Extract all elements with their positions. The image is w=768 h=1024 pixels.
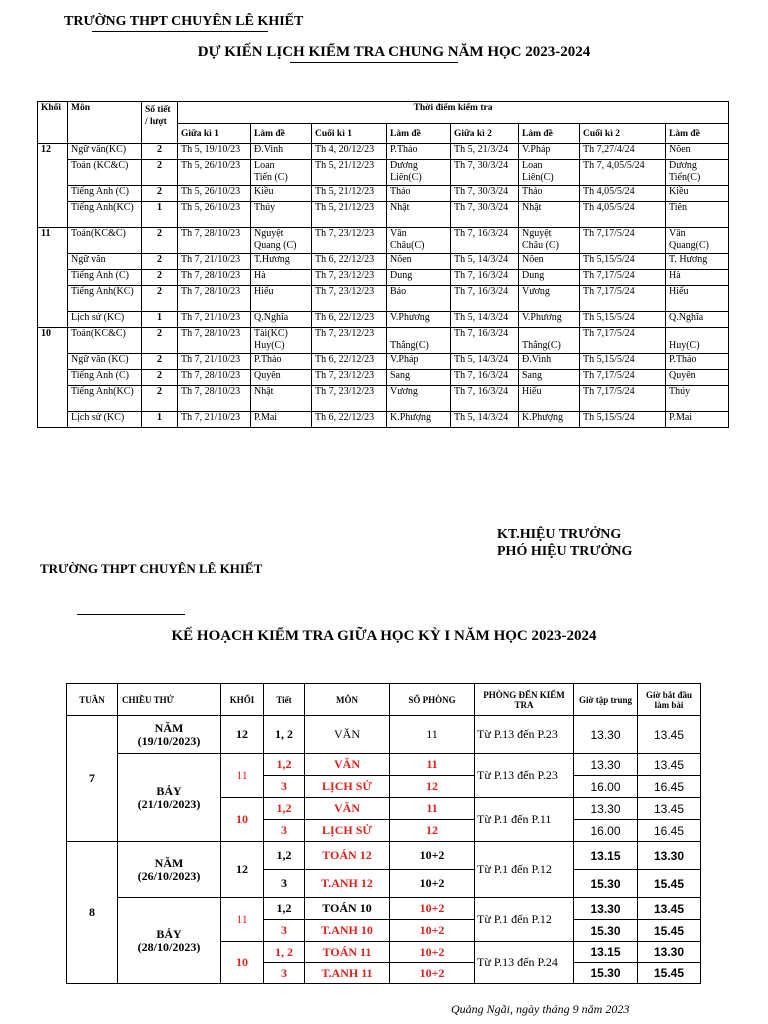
mid1-maker-cell: Nguyệt Quang (C) <box>251 228 312 254</box>
period-cell: 1,2 <box>264 842 305 870</box>
rooms-cell: 11 <box>390 798 475 820</box>
subject-cell: Toán(KC&C) <box>68 328 142 354</box>
schedule-body <box>38 144 729 428</box>
subject-cell: Ngữ văn (KC) <box>68 354 142 370</box>
subject-cell: LỊCH SỬ <box>305 776 390 798</box>
header-rooms: SỐ PHÒNG <box>390 684 475 716</box>
mid2-date-cell: Th 5, 14/3/24 <box>451 412 519 428</box>
periods-cell: 2 <box>142 228 178 254</box>
mid2-maker-cell: Vương <box>519 286 580 312</box>
start-cell: 16.45 <box>638 776 701 798</box>
end2-maker-cell: P.Mai <box>666 412 729 428</box>
subject-cell: Tiếng Anh (C) <box>68 186 142 202</box>
mid2-maker-cell: Hiếu <box>519 386 580 412</box>
mid2-maker-cell: Loan Liên(C) <box>519 160 580 186</box>
mid1-maker-cell: Hiếu <box>251 286 312 312</box>
subject-cell: Tiếng Anh(KC) <box>68 286 142 312</box>
end2-date-cell: Th 7,17/5/24 <box>580 328 666 354</box>
end2-maker-cell: P.Thảo <box>666 354 729 370</box>
mid1-date-cell: Th 7, 28/10/23 <box>178 370 251 386</box>
mid2-maker-cell: Nhật <box>519 202 580 228</box>
mid1-maker-cell: Hà <box>251 270 312 286</box>
subject-cell: TOÁN 10 <box>305 898 390 920</box>
header-maker: Làm đề <box>251 124 312 144</box>
mid2-date-cell: Th 7, 30/3/24 <box>451 202 519 228</box>
mid1-date-cell: Th 7, 21/10/23 <box>178 412 251 428</box>
mid2-date-cell: Th 7, 30/3/24 <box>451 186 519 202</box>
end1-date-cell: Th 7, 23/12/23 <box>312 228 387 254</box>
end1-date-cell: Th 6, 22/12/23 <box>312 254 387 270</box>
end2-date-cell: Th 7, 4,05/5/24 <box>580 160 666 186</box>
end1-maker-cell: Nhật <box>387 202 451 228</box>
header-afternoon: CHIỀU THỨ <box>118 684 221 716</box>
mid2-date-cell: Th 7, 16/3/24 <box>451 370 519 386</box>
subject-cell: Toán(KC&C) <box>68 228 142 254</box>
period-cell: 3 <box>264 920 305 942</box>
end1-date-cell: Th 6, 22/12/23 <box>312 312 387 328</box>
room-range-cell: Từ P.1 đến P.11 <box>475 798 574 842</box>
end1-maker-cell: Bảo <box>387 286 451 312</box>
start-cell: 13.30 <box>638 942 701 963</box>
periods-cell: 2 <box>142 286 178 312</box>
header-end1: Cuối kì 1 <box>312 124 387 144</box>
end1-date-cell: Th 7, 23/12/23 <box>312 270 387 286</box>
gather-cell: 13.15 <box>574 942 638 963</box>
week-cell: 8 <box>67 842 118 984</box>
end2-maker-cell: Nõen <box>666 144 729 160</box>
schedule-row <box>38 228 729 254</box>
mid2-maker-cell: Thắng(C) <box>519 328 580 354</box>
end2-date-cell: Th 7,27/4/24 <box>580 144 666 160</box>
start-cell: 15.45 <box>638 920 701 942</box>
room-range-cell: Từ P.1 đến P.12 <box>475 842 574 898</box>
mid1-date-cell: Th 7, 21/10/23 <box>178 254 251 270</box>
schedule-title-underline <box>290 62 458 63</box>
periods-cell: 2 <box>142 186 178 202</box>
subject-cell: Tiếng Anh (C) <box>68 270 142 286</box>
day-cell: BẢY (28/10/2023) <box>118 898 221 984</box>
grade-cell: 10 <box>221 942 264 984</box>
midterm-plan-title: KẾ HOẠCH KIỂM TRA GIỮA HỌC KỲ I NĂM HỌC 2023-2024 <box>171 628 597 644</box>
schedule-row <box>38 144 729 160</box>
end1-date-cell: Th 6, 22/12/23 <box>312 412 387 428</box>
periods-cell: 2 <box>142 160 178 186</box>
mid2-date-cell: Th 7, 16/3/24 <box>451 270 519 286</box>
gather-cell: 16.00 <box>574 776 638 798</box>
subject-cell: Lịch sử (KC) <box>68 412 142 428</box>
schedule-row <box>38 186 729 202</box>
midterm-plan-table <box>66 683 701 984</box>
end2-date-cell: Th 7,17/5/24 <box>580 386 666 412</box>
grade-cell: 11 <box>221 754 264 798</box>
period-cell: 1,2 <box>264 898 305 920</box>
end1-maker-cell: Vân Châu(C) <box>387 228 451 254</box>
mid1-date-cell: Th 7, 28/10/23 <box>178 228 251 254</box>
grade-cell: 11 <box>221 898 264 942</box>
end2-maker-cell: Dương Tiến(C) <box>666 160 729 186</box>
header-mid2: Giữa kì 2 <box>451 124 519 144</box>
start-cell: 16.45 <box>638 820 701 842</box>
start-cell: 15.45 <box>638 963 701 984</box>
period-cell: 3 <box>264 776 305 798</box>
period-cell: 3 <box>264 870 305 898</box>
end1-date-cell: Th 5, 21/12/23 <box>312 202 387 228</box>
subject-cell: VĂN <box>305 798 390 820</box>
end1-maker-cell: V.Pháp <box>387 354 451 370</box>
gather-cell: 15.30 <box>574 870 638 898</box>
schedule-title: DỰ KIẾN LỊCH KIỂM TRA CHUNG NĂM HỌC 2023-2024 <box>197 44 591 60</box>
grade-cell: 10 <box>221 798 264 842</box>
place-date-line: Quảng Ngãi, ngày tháng 9 năm 2023 <box>451 1002 630 1016</box>
end2-date-cell: Th 7,17/5/24 <box>580 270 666 286</box>
mid1-date-cell: Th 7, 28/10/23 <box>178 270 251 286</box>
grade-cell: 12 <box>38 144 68 228</box>
period-cell: 1,2 <box>264 754 305 776</box>
mid2-maker-cell: Thảo <box>519 186 580 202</box>
rooms-cell: 10+2 <box>390 920 475 942</box>
end1-maker-cell: Vương <box>387 386 451 412</box>
end1-date-cell: Th 7, 23/12/23 <box>312 370 387 386</box>
end2-maker-cell: Thúy <box>666 386 729 412</box>
header-maker: Làm đề <box>387 124 451 144</box>
room-range-cell: Từ P.1 đến P.12 <box>475 898 574 942</box>
mid2-maker-cell: Sang <box>519 370 580 386</box>
schedule-row <box>38 270 729 286</box>
header-subject: Môn <box>68 102 142 144</box>
end1-date-cell: Th 7, 23/12/23 <box>312 328 387 354</box>
rooms-cell: 10+2 <box>390 842 475 870</box>
mid1-date-cell: Th 7, 21/10/23 <box>178 354 251 370</box>
end2-maker-cell: Hiếu <box>666 286 729 312</box>
end1-date-cell: Th 7, 23/12/23 <box>312 286 387 312</box>
subject-cell: TOÁN 12 <box>305 842 390 870</box>
general-test-schedule-table <box>37 101 729 428</box>
mid2-date-cell: Th 7, 16/3/24 <box>451 386 519 412</box>
mid1-maker-cell: Q.Nghĩa <box>251 312 312 328</box>
gather-cell: 16.00 <box>574 820 638 842</box>
periods-cell: 2 <box>142 254 178 270</box>
header-period: Tiết <box>264 684 305 716</box>
subject-cell: Tiếng Anh(KC) <box>68 202 142 228</box>
subject-cell: Toán (KC&C) <box>68 160 142 186</box>
end1-date-cell: Th 5, 21/12/23 <box>312 186 387 202</box>
subject-cell: LỊCH SỬ <box>305 820 390 842</box>
end1-date-cell: Th 6, 22/12/23 <box>312 354 387 370</box>
end2-maker-cell: Tiên <box>666 202 729 228</box>
day-cell: NĂM (26/10/2023) <box>118 842 221 898</box>
end1-maker-cell: Sang <box>387 370 451 386</box>
end2-date-cell: Th 5,15/5/24 <box>580 354 666 370</box>
subject-cell: T.ANH 11 <box>305 963 390 984</box>
periods-cell: 2 <box>142 144 178 160</box>
schedule-row <box>38 412 729 428</box>
header-mid1: Giữa kì 1 <box>178 124 251 144</box>
schedule-row <box>38 354 729 370</box>
header-grade: Khối <box>38 102 68 144</box>
period-cell: 1,2 <box>264 798 305 820</box>
gather-cell: 15.30 <box>574 963 638 984</box>
end1-date-cell: Th 4, 20/12/23 <box>312 144 387 160</box>
period-cell: 1, 2 <box>264 942 305 963</box>
gather-cell: 13.15 <box>574 842 638 870</box>
grade-cell: 12 <box>221 842 264 898</box>
subject-cell: Tiếng Anh(KC) <box>68 386 142 412</box>
end2-maker-cell: T. Hương <box>666 254 729 270</box>
subject-cell: Lịch sử (KC) <box>68 312 142 328</box>
subject-cell: T.ANH 10 <box>305 920 390 942</box>
end2-maker-cell: Kiều <box>666 186 729 202</box>
header-exam-rooms: PHÒNG ĐẾN KIỂM TRA <box>475 684 574 716</box>
mid2-maker-cell: Nguyệt Châu (C) <box>519 228 580 254</box>
end2-date-cell: Th 7,17/5/24 <box>580 228 666 254</box>
mid1-maker-cell: Thúy <box>251 202 312 228</box>
start-cell: 13.45 <box>638 716 701 754</box>
room-range-cell: Từ P.13 đến P.23 <box>475 716 574 754</box>
mid2-date-cell: Th 7, 16/3/24 <box>451 328 519 354</box>
header-time-group: Thời điểm kiểm tra <box>178 102 729 124</box>
rooms-cell: 11 <box>390 754 475 776</box>
schedule-row <box>38 370 729 386</box>
gather-cell: 13.30 <box>574 754 638 776</box>
header-end2: Cuối kì 2 <box>580 124 666 144</box>
schedule-row <box>38 202 729 228</box>
subject-cell: Ngữ văn <box>68 254 142 270</box>
end1-maker-cell: Nõen <box>387 254 451 270</box>
mid2-maker-cell: Đ.Vinh <box>519 354 580 370</box>
mid2-date-cell: Th 5, 14/3/24 <box>451 254 519 270</box>
mid1-date-cell: Th 5, 19/10/23 <box>178 144 251 160</box>
periods-cell: 1 <box>142 312 178 328</box>
end2-maker-cell: Quyên <box>666 370 729 386</box>
end2-maker-cell: Vân Quang(C) <box>666 228 729 254</box>
schedule-row <box>38 386 729 412</box>
periods-cell: 2 <box>142 370 178 386</box>
mid2-maker-cell: Nõen <box>519 254 580 270</box>
room-range-cell: Từ P.13 đến P.23 <box>475 754 574 798</box>
header-grade: KHỐI <box>221 684 264 716</box>
start-cell: 13.45 <box>638 754 701 776</box>
gather-cell: 13.30 <box>574 898 638 920</box>
header-start: Giờ bắt đầu làm bài <box>638 684 701 716</box>
period-cell: 3 <box>264 963 305 984</box>
school-name-underline <box>92 31 268 32</box>
mid1-date-cell: Th 5, 26/10/23 <box>178 160 251 186</box>
end2-date-cell: Th 4,05/5/24 <box>580 202 666 228</box>
mid1-maker-cell: Kiều <box>251 186 312 202</box>
period-cell: 1, 2 <box>264 716 305 754</box>
end2-date-cell: Th 5,15/5/24 <box>580 254 666 270</box>
signature-line2: PHÓ HIỆU TRƯỞNG <box>497 544 633 559</box>
rooms-cell: 12 <box>390 776 475 798</box>
school-name-top: TRƯỜNG THPT CHUYÊN LÊ KHIẾT <box>64 14 304 29</box>
end2-date-cell: Th 7,17/5/24 <box>580 370 666 386</box>
periods-cell: 2 <box>142 270 178 286</box>
schedule-row <box>38 160 729 186</box>
rooms-cell: 10+2 <box>390 942 475 963</box>
mid2-date-cell: Th 7, 30/3/24 <box>451 160 519 186</box>
mid1-maker-cell: P.Thảo <box>251 354 312 370</box>
end2-date-cell: Th 4,05/5/24 <box>580 186 666 202</box>
mid1-date-cell: Th 7, 28/10/23 <box>178 286 251 312</box>
end2-date-cell: Th 7,17/5/24 <box>580 286 666 312</box>
day-cell: BẢY (21/10/2023) <box>118 754 221 842</box>
mid2-date-cell: Th 7, 16/3/24 <box>451 286 519 312</box>
mid2-maker-cell: K.Phượng <box>519 412 580 428</box>
subject-cell: Tiếng Anh (C) <box>68 370 142 386</box>
schedule-row <box>38 328 729 354</box>
end1-maker-cell: Dương Liên(C) <box>387 160 451 186</box>
mid1-maker-cell: Loan Tiến (C) <box>251 160 312 186</box>
subject-cell: VĂN <box>305 716 390 754</box>
mid2-date-cell: Th 7, 16/3/24 <box>451 228 519 254</box>
mid1-maker-cell: P.Mai <box>251 412 312 428</box>
mid2-date-cell: Th 5, 21/3/24 <box>451 144 519 160</box>
header-week: TUẦN <box>67 684 118 716</box>
end2-date-cell: Th 5,15/5/24 <box>580 312 666 328</box>
subject-cell: VĂN <box>305 754 390 776</box>
end2-maker-cell: Hà <box>666 270 729 286</box>
mid1-date-cell: Th 7, 28/10/23 <box>178 386 251 412</box>
start-cell: 13.45 <box>638 898 701 920</box>
week-cell: 7 <box>67 716 118 842</box>
end1-maker-cell: Thảo <box>387 186 451 202</box>
grade-cell: 10 <box>38 328 68 428</box>
end1-maker-cell: Thắng(C) <box>387 328 451 354</box>
end1-maker-cell: Dung <box>387 270 451 286</box>
end2-maker-cell: Q.Nghĩa <box>666 312 729 328</box>
header-subject: MÔN <box>305 684 390 716</box>
end1-maker-cell: P.Thảo <box>387 144 451 160</box>
end1-date-cell: Th 5, 21/12/23 <box>312 160 387 186</box>
periods-cell: 1 <box>142 202 178 228</box>
end1-maker-cell: V.Phương <box>387 312 451 328</box>
subject-cell: TOÁN 11 <box>305 942 390 963</box>
schedule-row <box>38 286 729 312</box>
header-periods: Số tiết / lượt <box>142 102 178 144</box>
signature-line1: KT.HIỆU TRƯỞNG <box>497 527 622 542</box>
start-cell: 13.30 <box>638 842 701 870</box>
mid1-maker-cell: T.Hương <box>251 254 312 270</box>
periods-cell: 2 <box>142 354 178 370</box>
end1-maker-cell: K.Phượng <box>387 412 451 428</box>
room-range-cell: Từ P.13 đến P.24 <box>475 942 574 984</box>
divider-line <box>77 614 185 615</box>
header-maker: Làm đề <box>666 124 729 144</box>
mid1-maker-cell: Quyên <box>251 370 312 386</box>
end1-date-cell: Th 7, 23/12/23 <box>312 386 387 412</box>
mid2-maker-cell: V.Pháp <box>519 144 580 160</box>
mid1-maker-cell: Nhật <box>251 386 312 412</box>
schedule-row <box>38 254 729 270</box>
rooms-cell: 11 <box>390 716 475 754</box>
end2-maker-cell: Huy(C) <box>666 328 729 354</box>
mid2-date-cell: Th 5, 14/3/24 <box>451 354 519 370</box>
grade-cell: 12 <box>221 716 264 754</box>
subject-cell: Ngữ văn(KC) <box>68 144 142 160</box>
signature-block <box>497 526 632 560</box>
mid1-date-cell: Th 5, 26/10/23 <box>178 202 251 228</box>
gather-cell: 13.30 <box>574 798 638 820</box>
rooms-cell: 10+2 <box>390 963 475 984</box>
start-cell: 15.45 <box>638 870 701 898</box>
header-maker: Làm đề <box>519 124 580 144</box>
mid1-date-cell: Th 7, 28/10/23 <box>178 328 251 354</box>
mid1-maker-cell: Tài(KC) Huy(C) <box>251 328 312 354</box>
rooms-cell: 12 <box>390 820 475 842</box>
periods-cell: 2 <box>142 386 178 412</box>
gather-cell: 15.30 <box>574 920 638 942</box>
day-cell: NĂM (19/10/2023) <box>118 716 221 754</box>
rooms-cell: 10+2 <box>390 870 475 898</box>
mid1-date-cell: Th 7, 21/10/23 <box>178 312 251 328</box>
subject-cell: T.ANH 12 <box>305 870 390 898</box>
start-cell: 13.45 <box>638 798 701 820</box>
mid2-maker-cell: Dung <box>519 270 580 286</box>
mid2-date-cell: Th 5, 14/3/24 <box>451 312 519 328</box>
schedule-row <box>38 312 729 328</box>
header-gather: Giờ tập trung <box>574 684 638 716</box>
grade-cell: 11 <box>38 228 68 328</box>
period-cell: 3 <box>264 820 305 842</box>
rooms-cell: 10+2 <box>390 898 475 920</box>
mid1-maker-cell: Đ.Vinh <box>251 144 312 160</box>
periods-cell: 1 <box>142 412 178 428</box>
mid2-maker-cell: V.Phương <box>519 312 580 328</box>
periods-cell: 2 <box>142 328 178 354</box>
school-name-bottom: TRƯỜNG THPT CHUYÊN LÊ KHIẾT <box>40 561 263 576</box>
mid1-date-cell: Th 5, 26/10/23 <box>178 186 251 202</box>
end2-date-cell: Th 5,15/5/24 <box>580 412 666 428</box>
gather-cell: 13.30 <box>574 716 638 754</box>
